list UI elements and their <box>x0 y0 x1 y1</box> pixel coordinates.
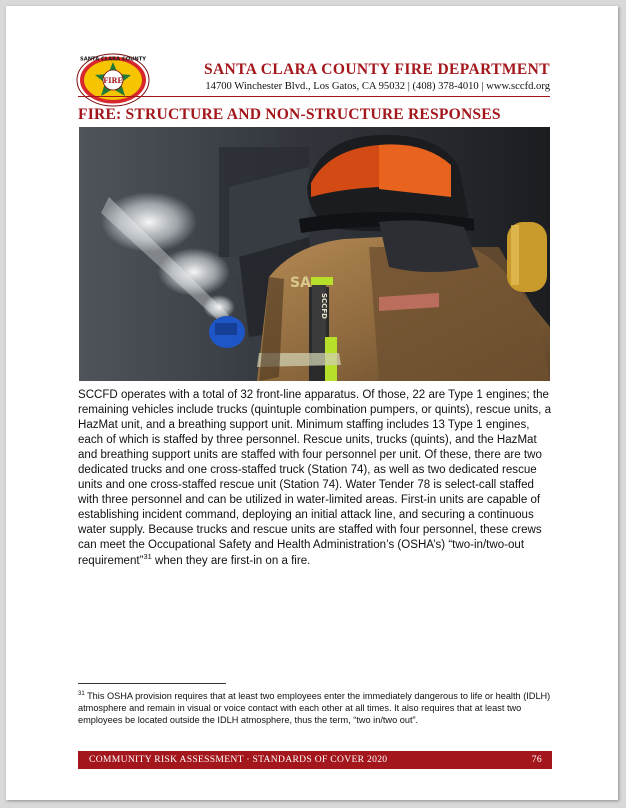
strap-lettering: SCCFD <box>320 293 328 319</box>
section-title: FIRE: STRUCTURE AND NON-STRUCTURE RESPONSES <box>78 106 501 123</box>
firefighter-photo <box>79 127 550 381</box>
fire-department-logo <box>75 53 151 107</box>
page-number: 76 <box>531 754 542 765</box>
footnote-number: 31 <box>78 690 85 697</box>
document-page <box>6 6 618 800</box>
footnote-reference[interactable]: 31 <box>143 551 152 561</box>
footnote-divider <box>78 683 226 684</box>
body-paragraph <box>78 388 552 569</box>
footnote-text: This OSHA provision requires that at least two employees enter the immediately dangerous to life or health (IDLH) atmosphere and remain in visual or voice contact with each other at all times. It also requires that at least two employees be located outside the IDLH atmosphere, thus the term, “two in/two out”. <box>78 691 551 725</box>
footer-title: COMMUNITY RISK ASSESSMENT · STANDARDS OF COVER 2020 <box>89 754 388 765</box>
body-text: SCCFD operates with a total of 32 front-line apparatus. Of those, 22 are Type 1 engines; the remaining vehicles include trucks (quintuple combination pumpers, or quints), rescue units, a HazMat unit, and a breathing support unit. Minimum staffing includes 13 Type 1 engines, each of which is staffed by three personnel. Rescue units, trucks (quints), and the HazMat and breathing support units are staffed with four personnel per unit. Of these, there are two dedicated trucks and one cross-staffed truck (Station 74), as well as two dedicated rescue units and one cross-staffed rescue unit (Station 74). Water Tender 78 is select-call staffed with three personnel and can be utilized in water-limited areas. First-in units are capable of establishing incident command, deploying an initial attack line, and securing a continuous water supply. Because trucks and rescue units are staffed with four personnel, these crews can meet the Occupational Safety and Health Administration’s (OSHA’s) “two-in/two-out requirement” <box>78 389 552 567</box>
department-address: 14700 Winchester Blvd., Los Gatos, CA 95032 | (408) 378-4010 | www.sccfd.org <box>205 81 550 92</box>
body-text-end: when they are first-in on a fire. <box>151 554 311 567</box>
logo-top-text: SANTA CLARA COUNTY <box>79 56 147 63</box>
footer-bar <box>78 751 552 769</box>
jacket-lettering: SA <box>290 275 311 291</box>
footnote <box>78 690 552 726</box>
logo-center-text: FIRE <box>103 76 123 85</box>
header-rule <box>78 96 550 97</box>
department-name: SANTA CLARA COUNTY FIRE DEPARTMENT <box>203 61 550 78</box>
